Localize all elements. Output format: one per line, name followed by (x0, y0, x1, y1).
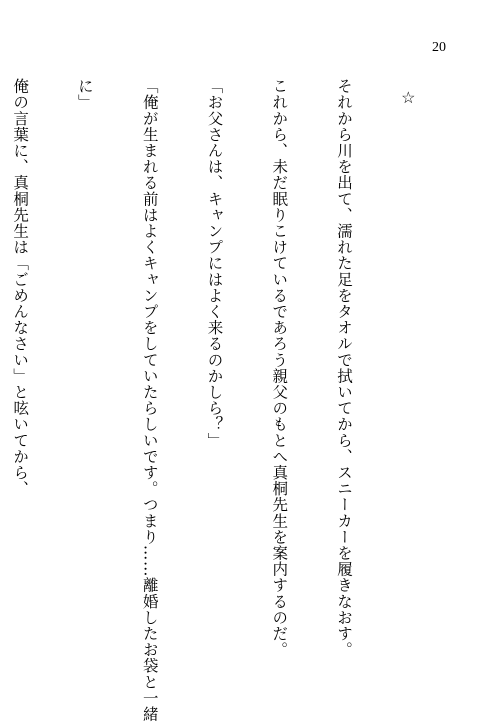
text-line: これから、未だ眠りこけているであろう親父のもとへ真桐先生を案内するのだ。 (270, 78, 289, 658)
novel-text-block (11, 78, 462, 722)
text-line: に」 (75, 78, 94, 111)
scene-separator-star: ☆ (398, 88, 418, 108)
text-line: 「俺が生まれる前はよくキャンプをしていたらしいです。つまり……離婚したお袋と一緒 (140, 78, 159, 722)
text-line: 「お父さんは、キャンプにはよく来るのかしら？」 (205, 78, 224, 449)
text-line: 俺の言葉に、真桐先生は「ごめんなさい」と呟いてから、 (11, 78, 30, 497)
page-number: 20 (432, 40, 446, 55)
text-line: それから川を出て、濡れた足をタオルで拭いてから、スニーカーを履きなおす。 (335, 78, 354, 658)
